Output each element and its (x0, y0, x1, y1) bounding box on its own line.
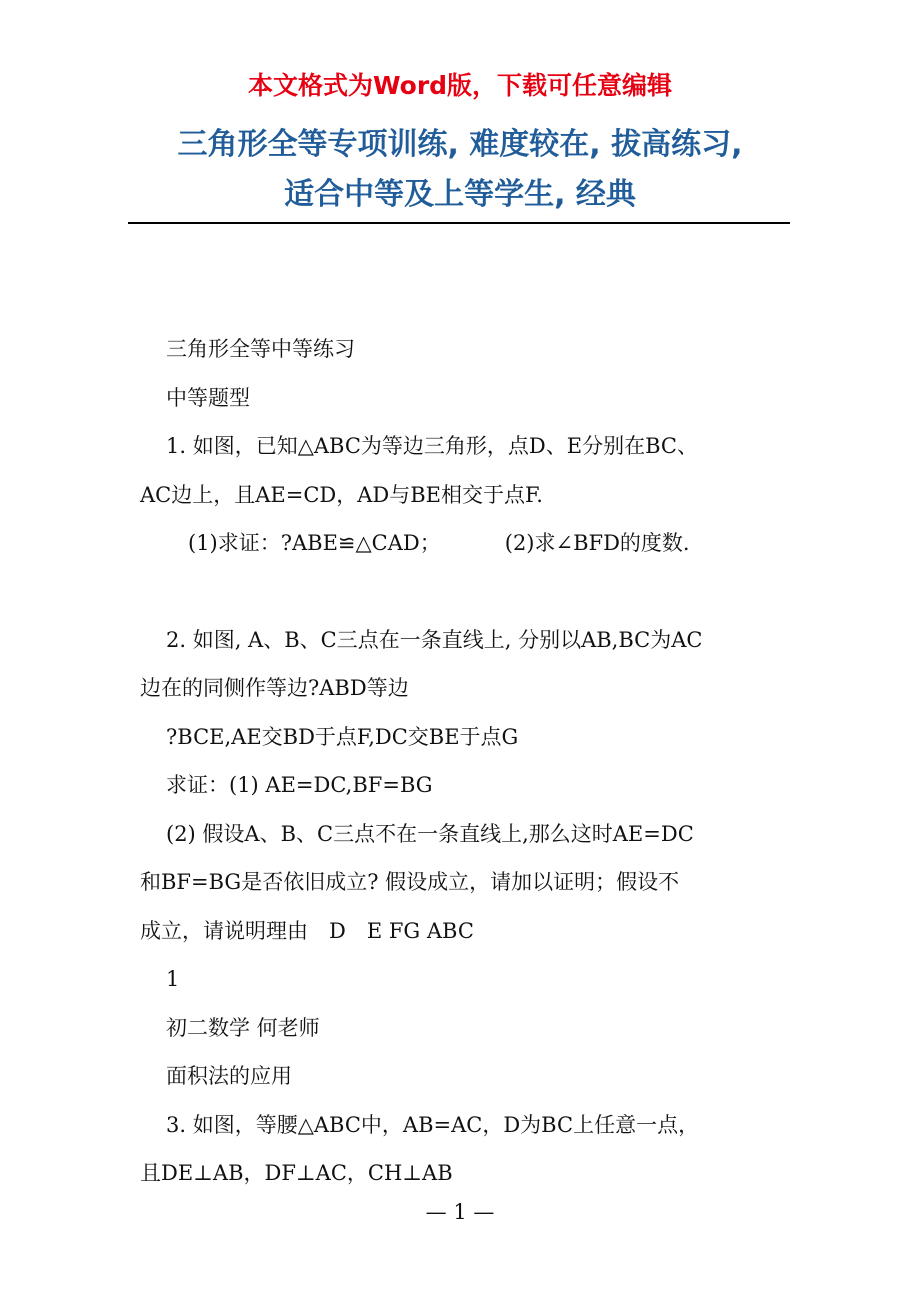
blank-line (140, 568, 790, 616)
question-1-part-2: (2)求∠BFD的度数. (504, 531, 690, 555)
page-number: — 1 — (425, 1200, 495, 1224)
inline-page-mark: 1 (166, 967, 180, 991)
question-1-part-1: (1)求证：?ABE≌△CAD； (188, 531, 441, 555)
title-line-2: 适合中等及上等学生, 经典 (284, 177, 636, 212)
question-2-line-6: 和BF=BG是否依旧成立? 假设成立，请加以证明；假设不 (140, 870, 680, 894)
section-heading: 三角形全等中等练习 (166, 337, 355, 361)
question-2-line-5: (2) 假设A、B、C三点不在一条直线上,那么这时AE=DC (166, 821, 694, 846)
question-3-line-2: 且DE⊥AB，DF⊥AC，CH⊥AB (140, 1161, 453, 1185)
question-2-line-4: 求证：(1) AE=DC,BF=BG (166, 773, 433, 797)
question-1-parts (140, 519, 790, 568)
topic-heading: 面积法的应用 (166, 1064, 292, 1088)
question-2-line-2: 边在的同侧作等边?ABD等边 (140, 676, 409, 700)
document-body (140, 325, 790, 1198)
title-line-1: 三角形全等专项训练, 难度较在, 拔高练习, (177, 127, 743, 162)
question-2-line-1: 2. 如图, A、B、C三点在一条直线上, 分别以AB,BC为AC (166, 627, 703, 652)
section-subheading: 中等题型 (166, 385, 250, 410)
format-banner: 本文格式为Word版，下载可任意编辑 (247, 71, 673, 100)
header-divider (128, 222, 790, 224)
teacher-heading: 初二数学 何老师 (166, 1015, 320, 1040)
question-1-line-1: 1. 如图，已知△ABC为等边三角形，点D、E分别在BC、 (166, 434, 698, 458)
question-2-line-3: ?BCE,AE交BD于点F,DC交BE于点G (166, 724, 519, 749)
question-1-line-2: AC边上，且AE=CD，AD与BE相交于点F. (140, 482, 543, 507)
document-title (0, 120, 920, 220)
question-3-line-1: 3. 如图，等腰△ABC中，AB=AC，D为BC上任意一点， (166, 1112, 700, 1137)
question-2-line-7: 成立，请说明理由 D E FG ABC (140, 918, 474, 943)
